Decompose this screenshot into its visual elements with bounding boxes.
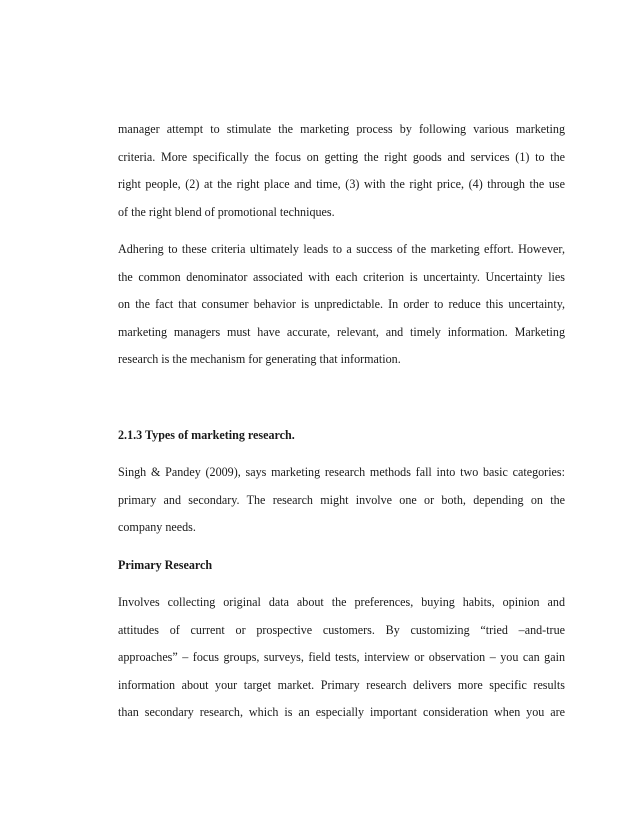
paragraph-primary-research — [118, 589, 565, 727]
paragraph-uncertainty — [118, 236, 565, 374]
text-line: information about your target market. Primary research delivers more specific results — [118, 677, 565, 692]
text-line: Singh & Pandey (2009), says marketing research methods fall into two basic categories: — [118, 465, 565, 479]
text-line: of the right blend of promotional techniques. — [118, 204, 335, 219]
text-line: research is the mechanism for generating that information. — [118, 352, 401, 366]
text-line: the common denominator associated with each criterion is uncertainty. Uncertainty lies — [118, 269, 565, 284]
text-line: right people, (2) at the right place and time, (3) with the right price, (4) through the use — [118, 177, 565, 191]
text-line: manager attempt to stimulate the marketing process by following various marketing — [118, 122, 565, 136]
text-line: attitudes of current or prospective customers. By customizing “tried –and-true — [118, 622, 565, 637]
text-line: on the fact that consumer behavior is unpredictable. In order to reduce this uncertainty, — [118, 297, 565, 311]
text-line: Adhering to these criteria ultimately leads to a success of the marketing effort. However, — [118, 242, 565, 256]
text-line: primary and secondary. The research might involve one or both, depending on the — [118, 492, 565, 507]
text-line: than secondary research, which is an especially important consideration when you are — [118, 705, 565, 719]
text-line: criteria. More specifically the focus on getting the right goods and services (1) to the — [118, 149, 565, 164]
paragraph-research-categories — [118, 459, 565, 542]
text-line: marketing managers must have accurate, relevant, and timely information. Marketing — [118, 324, 565, 339]
text-line: approaches” – focus groups, surveys, field tests, interview or observation – you can gain — [118, 650, 565, 664]
paragraph-marketing-criteria — [118, 116, 565, 226]
text-line: company needs. — [118, 520, 196, 534]
section-heading: 2.1.3 Types of marketing research. — [118, 427, 295, 442]
subsection-heading: Primary Research — [118, 557, 213, 572]
page-body — [118, 116, 565, 727]
text-line: Involves collecting original data about the preferences, buying habits, opinion and — [118, 595, 565, 609]
